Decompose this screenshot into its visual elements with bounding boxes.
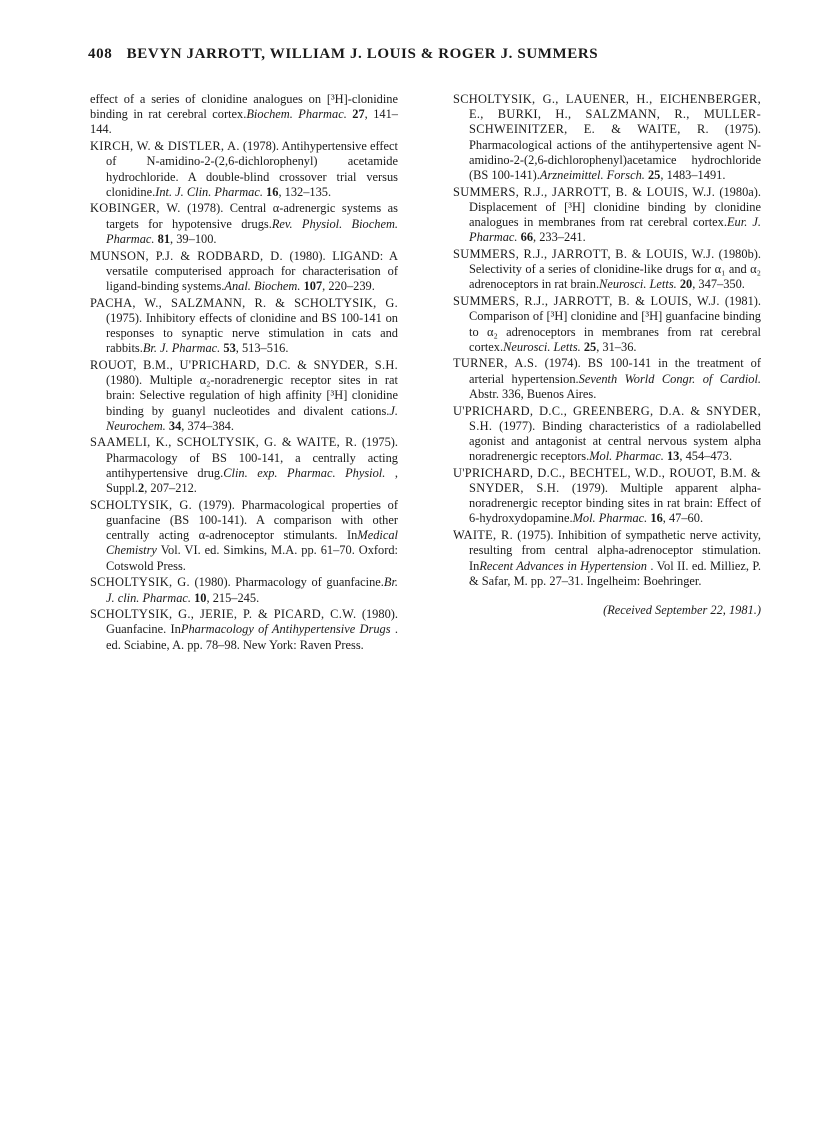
- reference-text: , 39–100.: [170, 231, 217, 246]
- reference-entry: [453, 356, 761, 402]
- reference-text: effect of a series of clonidine analogues on [³H]-clonidine binding in rat cerebral cortex.: [90, 92, 398, 122]
- reference-text: (1979). Multiple apparent alpha-noradrenergic receptor binding sites in rat brain: Effect of 6-hydroxydopamine.: [469, 481, 761, 526]
- reference-text: , 513–516.: [235, 341, 289, 356]
- reference-authors: SCHOLTYSIK, G., JERIE, P. & PICARD, C.W.: [90, 607, 357, 622]
- reference-text: (1980). LIGAND: A versatile computerised approach for characterisation of ligand-binding systems.: [106, 248, 399, 293]
- reference-entry: [90, 249, 398, 295]
- reference-source: Seventh World Congr. of Cardiol.: [578, 371, 761, 386]
- reference-volume: 2: [138, 481, 145, 496]
- reference-text: , 141–144.: [90, 107, 398, 137]
- reference-authors: WAITE, R.: [453, 528, 513, 543]
- reference-source: Mol. Pharmac.: [572, 511, 648, 526]
- reference-entry: [453, 294, 761, 355]
- reference-source: Br. J. clin. Pharmac.: [106, 575, 398, 605]
- reference-text: Abstr. 336, Buenos Aires.: [469, 386, 597, 401]
- reference-authors: ROUOT, B.M., U'PRICHARD, D.C. & SNYDER, S.H.: [90, 357, 398, 372]
- reference-entry: [90, 201, 398, 247]
- header-authors: BEVYN JARROTT, WILLIAM J. LOUIS & ROGER J. SUMMERS: [126, 46, 599, 62]
- reference-text: (1980). Guanfacine. In: [106, 607, 398, 637]
- right-column: [453, 92, 761, 618]
- reference-volume: 27: [352, 107, 365, 122]
- reference-source: J. Neurochem.: [106, 403, 398, 433]
- reference-authors: SCHOLTYSIK, G.: [90, 497, 192, 512]
- reference-text: (1979). Pharmacological properties of guanfacine (BS 100-141). A comparison with other centrally acting α-adrenoceptor stimulants. In: [106, 497, 398, 543]
- reference-text: (1978). Central α-adrenergic systems as targets for hypotensive drugs.: [106, 201, 398, 231]
- reference-text: , 47–60.: [662, 511, 704, 526]
- reference-text: , 215–245.: [206, 590, 260, 605]
- reference-authors: SCHOLTYSIK, G., LAUENER, H., EICHENBERGER, E., BURKI, H., SALZMANN, R., MULLER-SCHWEINITZER, E. & WAITE, R.: [453, 92, 761, 137]
- page-number: 408: [88, 46, 113, 62]
- reference-volume: 10: [194, 590, 207, 605]
- reference-authors: KIRCH, W. & DISTLER, A.: [90, 139, 240, 154]
- reference-source: Arzneimittel. Forsch.: [539, 168, 645, 183]
- reference-entry: [453, 92, 761, 183]
- reference-text: (1980a). Displacement of [³H] clonidine binding by clonidine analogues in membranes from rat cerebral cortex.: [469, 184, 761, 230]
- reference-source: Neurosci. Letts.: [599, 277, 677, 292]
- reference-source: Int. J. Clin. Pharmac.: [155, 184, 263, 199]
- reference-source: Eur. J. Pharmac.: [469, 215, 761, 245]
- reference-text: (1977). Binding characteristics of a radiolabelled agonist and antagonist at central nervous system alpha noradrenergic receptors.: [469, 418, 761, 464]
- reference-authors: KOBINGER, W.: [90, 201, 181, 216]
- reference-text: (1981). Comparison of [³H] clonidine and [³H] guanfacine binding to α₂ adrenoceptors in membranes from rat cerebral cortex.: [469, 294, 762, 354]
- reference-text: , 207–212.: [144, 481, 197, 496]
- reference-text: (1975). Inhibition of sympathetic nerve activity, resulting from central alpha-adrenoceptor stimulation. In: [469, 528, 761, 573]
- reference-authors: MUNSON, P.J. & RODBARD, D.: [90, 248, 283, 263]
- reference-volume: 107: [303, 278, 323, 293]
- reference-volume: 16: [266, 184, 279, 199]
- reference-source: Br. J. Pharmac.: [142, 341, 221, 356]
- reference-text: (1978). Antihypertensive effect of N-amidino-2-(2,6-dichlorophenyl) acetamide hydrochloride. A double-blind crossover trial versus clonidine.: [106, 139, 398, 199]
- reference-volume: 81: [157, 231, 171, 246]
- reference-volume: 25: [583, 339, 597, 354]
- reference-source: Clin. exp. Pharmac. Physiol.: [223, 465, 386, 480]
- reference-source: Mol. Pharmac.: [589, 449, 664, 464]
- reference-authors: SCHOLTYSIK, G.: [90, 575, 190, 590]
- reference-source: Neurosci. Letts.: [503, 339, 581, 354]
- reference-text: (1974). BS 100-141 in the treatment of arterial hypertension.: [469, 356, 761, 386]
- reference-entry: [90, 435, 398, 496]
- reference-source: Medical Chemistry: [106, 528, 398, 558]
- reference-text: , 374–384.: [181, 418, 234, 433]
- reference-entry: [453, 404, 761, 465]
- reference-entry: [90, 296, 398, 357]
- reference-text: , Suppl.: [106, 465, 398, 496]
- reference-text: . Vol II. ed. Milliez, P. & Safar, M. pp. 27–31. Ingelheim: Boehringer.: [469, 558, 761, 588]
- reference-text: , 132–135.: [278, 184, 332, 199]
- reference-text: , 31–36.: [596, 339, 637, 354]
- reference-authors: TURNER, A.S.: [453, 356, 538, 371]
- reference-volume: 20: [679, 277, 693, 292]
- reference-text: , 1483–1491.: [660, 168, 726, 183]
- reference-volume: 13: [666, 449, 680, 464]
- reference-source: Rev. Physiol. Biochem. Pharmac.: [106, 216, 398, 246]
- received-date: (Received September 22, 1981.): [603, 603, 761, 617]
- reference-text: , 220–239.: [322, 278, 375, 293]
- reference-text: , 347–350.: [692, 277, 745, 292]
- reference-source: Anal. Biochem.: [224, 278, 301, 293]
- reference-text: , 233–241.: [533, 230, 586, 245]
- reference-text: , 454–473.: [679, 449, 733, 464]
- reference-entry: [453, 185, 761, 246]
- reference-source: Recent Advances in Hypertension: [479, 558, 647, 573]
- reference-authors: U'PRICHARD, D.C., GREENBERG, D.A. & SNYDER, S.H.: [453, 403, 761, 433]
- reference-authors: SUMMERS, R.J., JARROTT, B. & LOUIS, W.J.: [453, 294, 720, 309]
- reference-entry: [90, 92, 398, 138]
- reference-entry: [90, 139, 398, 200]
- reference-text: (1975). Inhibitory effects of clonidine and BS 100-141 on responses to synaptic nerve stimulation in cats and rabbits.: [106, 310, 398, 356]
- reference-authors: SAAMELI, K., SCHOLTYSIK, G. & WAITE, R.: [90, 435, 358, 450]
- reference-authors: PACHA, W., SALZMANN, R. & SCHOLTYSIK, G.: [90, 295, 398, 310]
- reference-volume: 16: [650, 511, 663, 526]
- reference-text: (1980b). Selectivity of a series of clonidine-like drugs for α₁ and α₂ adrenoceptors in rat brain.: [469, 247, 761, 292]
- running-header: [88, 46, 788, 63]
- reference-source: Biochem. Pharmac.: [246, 107, 347, 122]
- reference-entry: [90, 358, 398, 434]
- reference-text: (1980). Pharmacology of guanfacine.: [189, 575, 384, 590]
- reference-volume: 53: [223, 341, 236, 356]
- reference-text: (1975). Pharmacological actions of the antihypertensive agent N-amidino-2-(2,6-dichlorophenyl)acetamice hydrochloride (BS 100-141).: [469, 122, 762, 183]
- reference-text: (1980). Multiple α₂-noradrenergic receptor sites in rat brain: Selective regulation of high affinity [³H] clonidine binding by guanyl nucleotides and divalent cations.: [106, 373, 398, 418]
- reference-entry: [453, 247, 761, 293]
- reference-source: Pharmacology of Antihypertensive Drugs: [180, 622, 391, 637]
- reference-entry: [453, 466, 761, 527]
- reference-authors: U'PRICHARD, D.C., BECHTEL, W.D., ROUOT, B.M. & SNYDER, S.H.: [453, 465, 761, 496]
- reference-text: . ed. Sciabine, A. pp. 78–98. New York: Raven Press.: [106, 622, 398, 652]
- reference-authors: SUMMERS, R.J., JARROTT, B. & LOUIS, W.J.: [453, 247, 715, 262]
- right-reference-list: [453, 92, 761, 589]
- reference-volume: 25: [647, 168, 661, 183]
- reference-entry: [90, 607, 398, 653]
- reference-entry: [453, 528, 761, 589]
- reference-authors: SUMMERS, R.J., JARROTT, B. & LOUIS, W.J.: [453, 184, 716, 199]
- reference-text: Vol. VI. ed. Simkins, M.A. pp. 61–70. Oxford: Cotswold Press.: [106, 543, 398, 573]
- reference-volume: 66: [520, 230, 534, 245]
- left-column: [90, 92, 398, 654]
- reference-entry: [90, 575, 398, 605]
- reference-entry: [90, 498, 398, 574]
- reference-volume: 34: [168, 418, 182, 433]
- reference-text: (1975). Pharmacology of BS 100-141, a centrally acting antihypertensive drug.: [106, 435, 399, 480]
